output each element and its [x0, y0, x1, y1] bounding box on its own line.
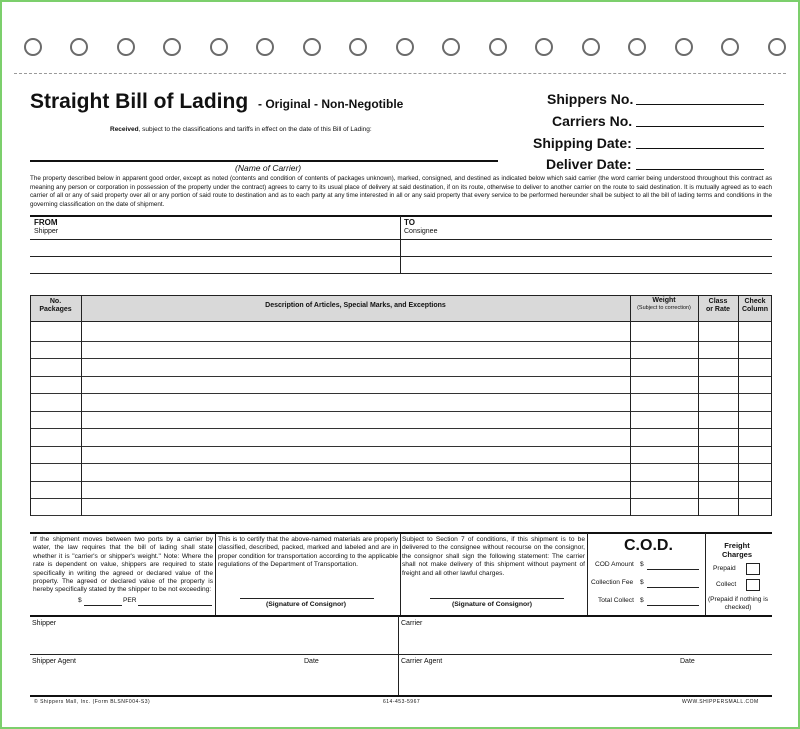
collect-checkbox[interactable] — [746, 579, 760, 591]
cod-title: C.O.D. — [624, 537, 673, 554]
col-header-class — [698, 298, 738, 314]
declared-value-per: PER — [123, 597, 137, 604]
punch-hole — [628, 38, 646, 56]
punch-hole — [535, 38, 553, 56]
from-line[interactable] — [30, 239, 400, 240]
deliver-date-label: Deliver Date: — [546, 156, 632, 172]
table-col-rule — [630, 295, 631, 516]
col-header-check-line1: Check — [744, 298, 766, 305]
contract-terms: The property described below in apparent good order, except as noted (contents and condition of contents of packages unknown), marked, consigned, and destined as indicated below which said carrier (the word carrier being understood throughout this contract as meaning any person or corporation in possession of the property under the contract) agrees to carry to its usual place of delivery at said destination, if on its route, otherwise to deliver to another carrier on the route to said destination. It is mutually agreed as to each carrier of all or any of said property over all or any portion of said route to destination and as to each party at any time interested in all or any said property that every service to be performed hereunder shall be subject to all the bill of lading terms and conditions in the governing classification on the date of shipment. — [30, 175, 772, 208]
table-row[interactable] — [30, 499, 772, 516]
shipper-signature-label: Shipper — [32, 620, 57, 627]
carriers-no-field[interactable] — [636, 126, 764, 127]
declared-value-per-field[interactable] — [138, 605, 212, 606]
table-row[interactable] — [30, 359, 772, 377]
section7-text: Subject to Section 7 of conditions, if this shipment is to be delivered to the consignee without recourse on the consignor, the consignor shall sign the following statement: The carrier shall not make delivery of this shipment without payment of freight and all other lawful charges. — [402, 536, 585, 577]
punch-hole — [582, 38, 600, 56]
from-to-top-rule — [30, 215, 772, 217]
total-collect-label: Total Collect — [598, 597, 634, 604]
form-subtitle: - Original - Non-Negotible — [258, 97, 404, 111]
cod-amount-label: COD Amount — [595, 561, 634, 568]
carrier-signature-line[interactable] — [398, 654, 772, 655]
collection-fee-dollar: $ — [640, 579, 644, 586]
shippers-no-field[interactable] — [636, 104, 764, 105]
prepaid-checkbox[interactable] — [746, 563, 760, 575]
punch-hole — [489, 38, 507, 56]
punch-hole — [117, 38, 135, 56]
table-row[interactable] — [30, 342, 772, 359]
to-label: TO — [404, 218, 415, 227]
table-col-rule — [81, 295, 82, 516]
collection-fee-label: Collection Fee — [591, 579, 634, 586]
table-row[interactable] — [30, 447, 772, 464]
received-statement — [110, 126, 372, 133]
col-header-weight-label: Weight — [652, 297, 676, 304]
col-header-weight-sub: (Subject to correction) — [637, 305, 691, 311]
punch-hole — [396, 38, 414, 56]
shipper-signature-line[interactable] — [30, 654, 398, 655]
col-header-packages-line1: No. — [49, 298, 62, 305]
perforation-line — [14, 73, 786, 74]
certification-text: This is to certify that the above-named materials are properly classified, described, packed, marked and labeled and are in proper condition for transportation according to the applicable regulations of the Department of Transportation. — [218, 536, 398, 569]
bottom-box-divider — [587, 533, 588, 615]
form-title: Straight Bill of Lading — [30, 90, 249, 113]
table-row[interactable] — [30, 429, 772, 447]
prepaid-label: Prepaid — [713, 565, 736, 572]
footer-website[interactable]: WWW.SHIPPERSMALL.COM — [682, 699, 759, 705]
carrier-name-line[interactable] — [30, 160, 498, 162]
punch-hole — [721, 38, 739, 56]
total-collect-dollar: $ — [640, 597, 644, 604]
signature-bottom-rule — [30, 695, 772, 697]
freight-charges-title: Freight Charges — [721, 541, 752, 559]
received-text: , subject to the classifications and tariffs in effect on the date of this Bill of Lading: — [138, 126, 372, 133]
punch-hole — [768, 38, 786, 56]
punch-hole — [163, 38, 181, 56]
cod-amount-field[interactable] — [647, 569, 699, 570]
bottom-box-divider — [215, 533, 216, 615]
from-line[interactable] — [30, 273, 400, 274]
consignor-signature-line-2[interactable] — [430, 598, 564, 599]
table-row[interactable] — [30, 377, 772, 394]
collection-fee-field[interactable] — [647, 587, 699, 588]
carrier-signature-label: Carrier — [401, 620, 423, 627]
table-col-rule — [698, 295, 699, 516]
shipper-agent-label: Shipper Agent — [32, 658, 76, 665]
declared-value-field[interactable] — [84, 605, 122, 606]
punch-hole — [349, 38, 367, 56]
col-header-description: Description of Articles, Special Marks, and Exceptions — [265, 302, 446, 309]
collect-label: Collect — [716, 581, 737, 588]
table-col-rule — [738, 295, 739, 516]
carriers-no-label: Carriers No. — [552, 113, 633, 129]
to-line[interactable] — [400, 239, 772, 240]
ports-declaration-text: If the shipment moves between two ports by a carrier by water, the law requires that the bill of lading shall state whether it is "carrier's or shipper's weight." Note: Where the rate is dependent on value, shippers are required to state specifically in writing the agreed or declared value of the property. The agreed or declared value of the property is hereby specifically stated by the shipper to be not exceeding: — [33, 536, 213, 594]
shippers-no-label: Shippers No. — [547, 91, 634, 107]
bottom-box-divider — [400, 533, 401, 615]
consignee-label: Consignee — [404, 228, 438, 235]
col-header-check-line2: Column — [741, 306, 769, 313]
col-header-class-line2: or Rate — [705, 306, 731, 313]
col-header-check — [738, 298, 772, 314]
carrier-name-label: (Name of Carrier) — [235, 163, 302, 173]
carrier-agent-label: Carrier Agent — [401, 658, 443, 665]
col-header-packages — [30, 298, 81, 314]
prepaid-note: (Prepaid if nothing is checked) — [707, 596, 769, 611]
received-label: Received — [110, 126, 139, 133]
declared-value-dollar: $ — [78, 597, 82, 604]
table-col-rule — [771, 295, 772, 516]
shipping-date-field[interactable] — [636, 148, 764, 149]
from-label: FROM — [34, 218, 58, 227]
punch-hole — [303, 38, 321, 56]
table-row[interactable] — [30, 394, 772, 412]
table-row[interactable] — [30, 464, 772, 482]
table-row[interactable] — [30, 323, 772, 342]
table-row[interactable] — [30, 482, 772, 499]
col-header-packages-line2: Packages — [39, 306, 72, 313]
punch-hole — [210, 38, 228, 56]
col-header-class-line1: Class — [708, 298, 728, 305]
punch-hole — [442, 38, 460, 56]
footer-copyright: © Shippers Mall, Inc. (Form BLSNF004-S3) — [34, 699, 151, 705]
total-collect-field[interactable] — [647, 605, 699, 606]
shipper-date-label: Date — [304, 658, 319, 665]
col-header-weight — [630, 297, 698, 311]
carrier-date-label: Date — [680, 658, 695, 665]
punch-hole — [70, 38, 88, 56]
bottom-section-bottom-rule — [30, 615, 772, 617]
consignor-signature-label-2: (Signature of Consignor) — [452, 601, 533, 608]
signature-divider — [398, 616, 399, 695]
punch-hole-strip — [10, 38, 790, 64]
shipping-date-label: Shipping Date: — [533, 135, 632, 151]
cod-amount-dollar: $ — [640, 561, 644, 568]
consignor-signature-line[interactable] — [240, 598, 374, 599]
footer-phone: 614-453-5967 — [383, 699, 421, 705]
table-row[interactable] — [30, 412, 772, 429]
bottom-box-divider — [705, 533, 706, 615]
to-line[interactable] — [400, 273, 772, 274]
bottom-section-top-rule — [30, 532, 772, 534]
consignor-signature-label: (Signature of Consignor) — [266, 601, 347, 608]
deliver-date-field[interactable] — [636, 169, 764, 170]
table-col-rule — [30, 295, 31, 516]
shipper-label: Shipper — [34, 228, 59, 235]
from-line[interactable] — [30, 256, 400, 257]
punch-hole — [256, 38, 274, 56]
punch-hole — [24, 38, 42, 56]
from-to-divider — [400, 216, 401, 274]
punch-hole — [675, 38, 693, 56]
to-line[interactable] — [400, 256, 772, 257]
